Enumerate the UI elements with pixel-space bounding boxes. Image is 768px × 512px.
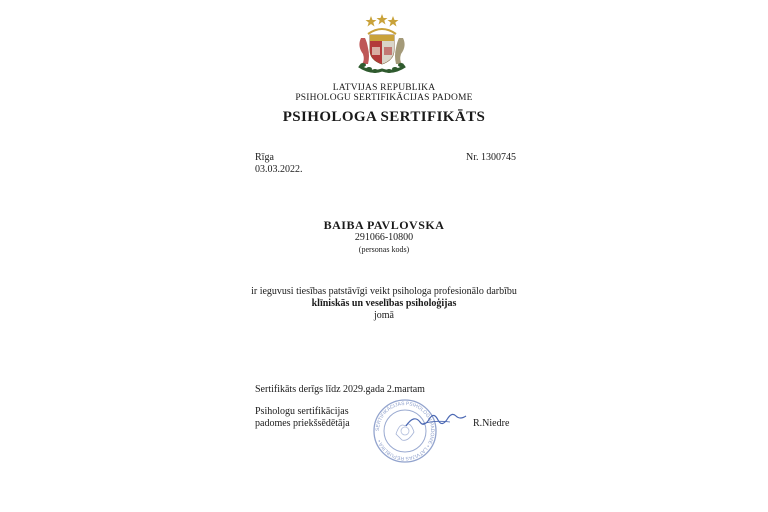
personal-code-caption: (personas kods) — [358, 245, 410, 254]
issue-date: 03.03.2022. — [255, 164, 303, 175]
issuer-line-2: PSIHOLOGU SERTIFIKĀCIJAS PADOME — [295, 93, 473, 103]
issue-place: Rīga — [255, 152, 274, 163]
signatory-name: R.Niedre — [473, 418, 510, 429]
stamp-ring-text: SERTIFIKĀCIJAS PSIHOLOGU PADOME • LATVIJAS REPUBLIKA • — [374, 400, 436, 462]
statement-specialty: klīniskās un veselības psiholoģijas — [311, 298, 457, 309]
validity-text: Sertifikāts derīgs līdz 2029.gada 2.martam — [255, 384, 425, 395]
certificate-number: Nr. 1300745 — [466, 152, 516, 163]
statement-line-1: ir ieguvusi tiesības patstāvīgi veikt psihologa profesionālo darbību — [251, 286, 517, 297]
document-title: PSIHOLOGA SERTIFIKĀTS — [282, 109, 486, 125]
signatory-role-line-2: padomes priekšsēdētāja — [255, 418, 350, 429]
personal-code: 291066-10800 — [354, 232, 414, 243]
signatory-role-line-1: Psihologu sertifikācijas — [255, 406, 349, 417]
statement-line-3: jomā — [374, 310, 394, 321]
handwritten-signature-icon — [404, 410, 468, 432]
issuer-line-1: LATVIJAS REPUBLIKA — [332, 83, 436, 93]
latvia-coat-of-arms-icon — [353, 14, 411, 74]
holder-name: BAIBA PAVLOVSKA — [323, 218, 445, 232]
